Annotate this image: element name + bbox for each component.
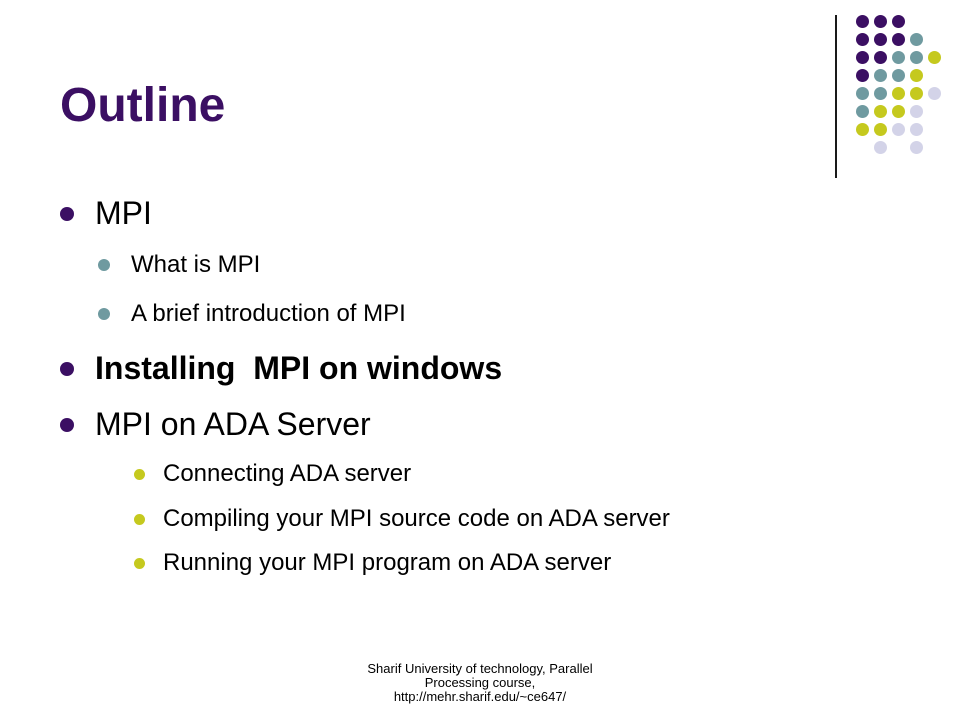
bullet-item <box>60 406 371 443</box>
bullet-marker <box>98 259 110 271</box>
bullet-text: Compiling your MPI source code on ADA server <box>163 505 670 532</box>
bullet-item <box>98 300 406 328</box>
bullet-marker <box>134 469 145 480</box>
bullet-item <box>134 460 411 488</box>
bullet-text: Running your MPI program on ADA server <box>163 549 612 576</box>
footer-line: Processing course, <box>424 675 536 690</box>
footer-line: http://mehr.sharif.edu/~ce647/ <box>393 689 567 704</box>
bullet-item <box>98 251 260 279</box>
bullet-marker <box>60 362 74 376</box>
bullet-marker <box>98 308 110 320</box>
bullet-marker <box>60 418 74 432</box>
bullet-item <box>60 195 152 232</box>
bullet-item <box>134 549 611 577</box>
bullet-text: What is MPI <box>131 251 261 278</box>
slide-title: Outline <box>60 79 226 132</box>
footer-line: Sharif University of technology, Parallel <box>367 661 593 676</box>
bullet-text: Connecting ADA server <box>163 460 412 487</box>
bullet-marker <box>134 514 145 525</box>
bullet-marker <box>60 207 74 221</box>
bullet-item <box>60 350 502 387</box>
bullet-text: MPI <box>95 195 152 231</box>
footer-text <box>330 662 630 704</box>
bullet-text: A brief introduction of MPI <box>131 300 406 327</box>
bullet-item <box>134 505 670 533</box>
bullet-text: Installing MPI on windows <box>95 350 503 386</box>
bullet-text: MPI on ADA Server <box>95 406 371 442</box>
bullet-marker <box>134 558 145 569</box>
